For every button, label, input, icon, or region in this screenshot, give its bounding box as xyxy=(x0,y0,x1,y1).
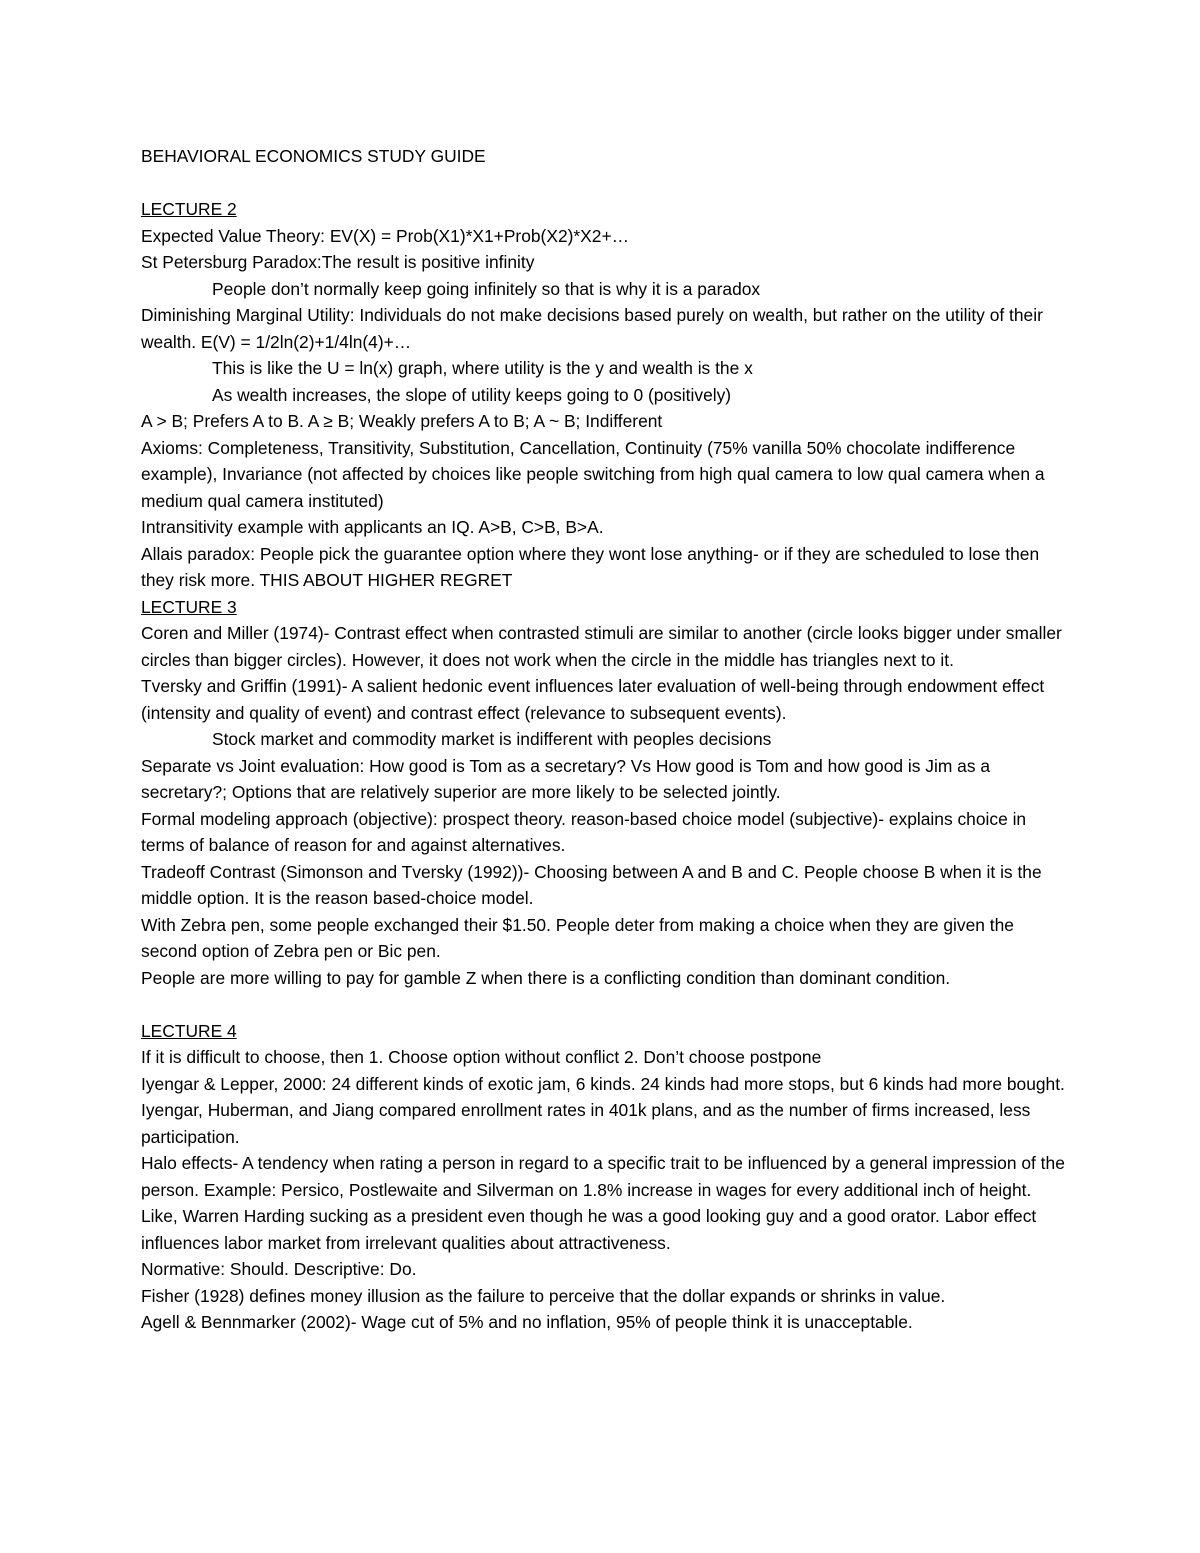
halo-effects-line: Halo effects- A tendency when rating a person in regard to a specific trait to be influenced by a general impression of the person. Example: Persico, Postlewaite and Silverman on 1.8% increase in wages for every additional inch of height. Like, Warren Harding sucking as a president even though he was a good looking guy and a good orator. Labor effect influences labor market from irrelevant qualities about attractiveness. xyxy=(141,1153,1065,1253)
coren-miller-line: Coren and Miller (1974)- Contrast effect when contrasted stimuli are similar to another (circle looks bigger under smaller circles than bigger circles). However, it does not work when the circle in the middle has triangles next to it. xyxy=(141,623,1062,670)
utility-graph-line: This is like the U = ln(x) graph, where utility is the y and wealth is the x xyxy=(212,358,753,378)
normative-descriptive-line: Normative: Should. Descriptive: Do. xyxy=(141,1259,417,1279)
paradox-explanation-line: People don’t normally keep going infinitely so that is why it is a paradox xyxy=(212,278,761,299)
formal-modeling-line: Formal modeling approach (objective): prospect theory. reason-based choice model (subjective)- explains choice in terms of balance of reason for and against alternatives. xyxy=(141,808,1027,855)
document-title: BEHAVIORAL ECONOMICS STUDY GUIDE xyxy=(141,146,486,166)
gamble-z-line: People are more willing to pay for gamble Z when there is a conflicting condition than dominant condition. xyxy=(141,967,951,988)
preference-notation-line: A > B; Prefers A to B. A ≥ B; Weakly prefers A to B; A ~ B; Indifferent xyxy=(141,411,663,431)
axioms-line: Axioms: Completeness, Transitivity, Substitution, Cancellation, Continuity (75% vanilla 50% chocolate indifference example), Invariance (not affected by choices like people switching from high qual camera to low qual camera when a medium qual camera instituted) xyxy=(141,437,1045,511)
iyengar-lepper-line: Iyengar & Lepper, 2000: 24 different kinds of exotic jam, 6 kinds. 24 kinds had more stops, but 6 kinds had more bought. Iyengar, Huberman, and Jiang compared enrollment rates in 401k plans, and as the number of firms increased, less participation. xyxy=(141,1073,1065,1147)
section-spacer xyxy=(141,991,1071,1018)
allais-paradox-line: Allais paradox: People pick the guarantee option where they wont lose anything- or if they are scheduled to lose then they risk more. THIS ABOUT HIGHER REGRET xyxy=(141,543,1040,590)
zebra-pen-line: With Zebra pen, some people exchanged their $1.50. People deter from making a choice when they are given the second option of Zebra pen or Bic pen. xyxy=(141,914,1014,961)
document-page xyxy=(141,143,1071,1336)
lecture-3-section xyxy=(141,594,1071,992)
intransitivity-line: Intransitivity example with applicants an IQ. A>B, C>B, B>A. xyxy=(141,517,604,537)
lecture-3-heading: LECTURE 3 xyxy=(141,596,237,617)
lecture-4-section xyxy=(141,1018,1071,1336)
difficult-choice-line: If it is difficult to choose, then 1. Choose option without conflict 2. Don’t choose postpone xyxy=(141,1047,822,1067)
lecture-2-heading: LECTURE 2 xyxy=(141,199,237,219)
st-petersburg-paradox-line: St Petersburg Paradox:The result is positive infinity xyxy=(141,252,535,272)
separate-joint-evaluation-line: Separate vs Joint evaluation: How good is Tom as a secretary? Vs How good is Tom and how good is Jim as a secretary?; Options that are relatively superior are more likely to be selected jointly. xyxy=(141,755,991,802)
tversky-griffin-line: Tversky and Griffin (1991)- A salient hedonic event influences later evaluation of well-being through endowment effect (intensity and quality of event) and contrast effect (relevance to subsequent events). xyxy=(141,676,1045,723)
diminishing-marginal-utility-line: Diminishing Marginal Utility: Individuals do not make decisions based purely on wealth, but rather on the utility of their wealth. E(V) = 1/2ln(2)+1/4ln(4)+… xyxy=(141,305,1043,352)
wealth-slope-line: As wealth increases, the slope of utility keeps going to 0 (positively) xyxy=(212,384,732,405)
stock-market-line: Stock market and commodity market is indifferent with peoples decisions xyxy=(212,729,772,749)
fisher-money-illusion-line: Fisher (1928) defines money illusion as the failure to perceive that the dollar expands or shrinks in value. xyxy=(141,1285,946,1306)
lecture-2-section xyxy=(141,196,1071,594)
agell-bennmarker-line: Agell & Bennmarker (2002)- Wage cut of 5% and no inflation, 95% of people think it is unacceptable. xyxy=(141,1312,913,1332)
expected-value-theory-line: Expected Value Theory: EV(X) = Prob(X1)*X1+Prob(X2)*X2+… xyxy=(141,225,629,246)
lecture-4-heading: LECTURE 4 xyxy=(141,1020,237,1041)
tradeoff-contrast-line: Tradeoff Contrast (Simonson and Tversky (1992))- Choosing between A and B and C. People choose B when it is the middle option. It is the reason based-choice model. xyxy=(141,861,1042,908)
